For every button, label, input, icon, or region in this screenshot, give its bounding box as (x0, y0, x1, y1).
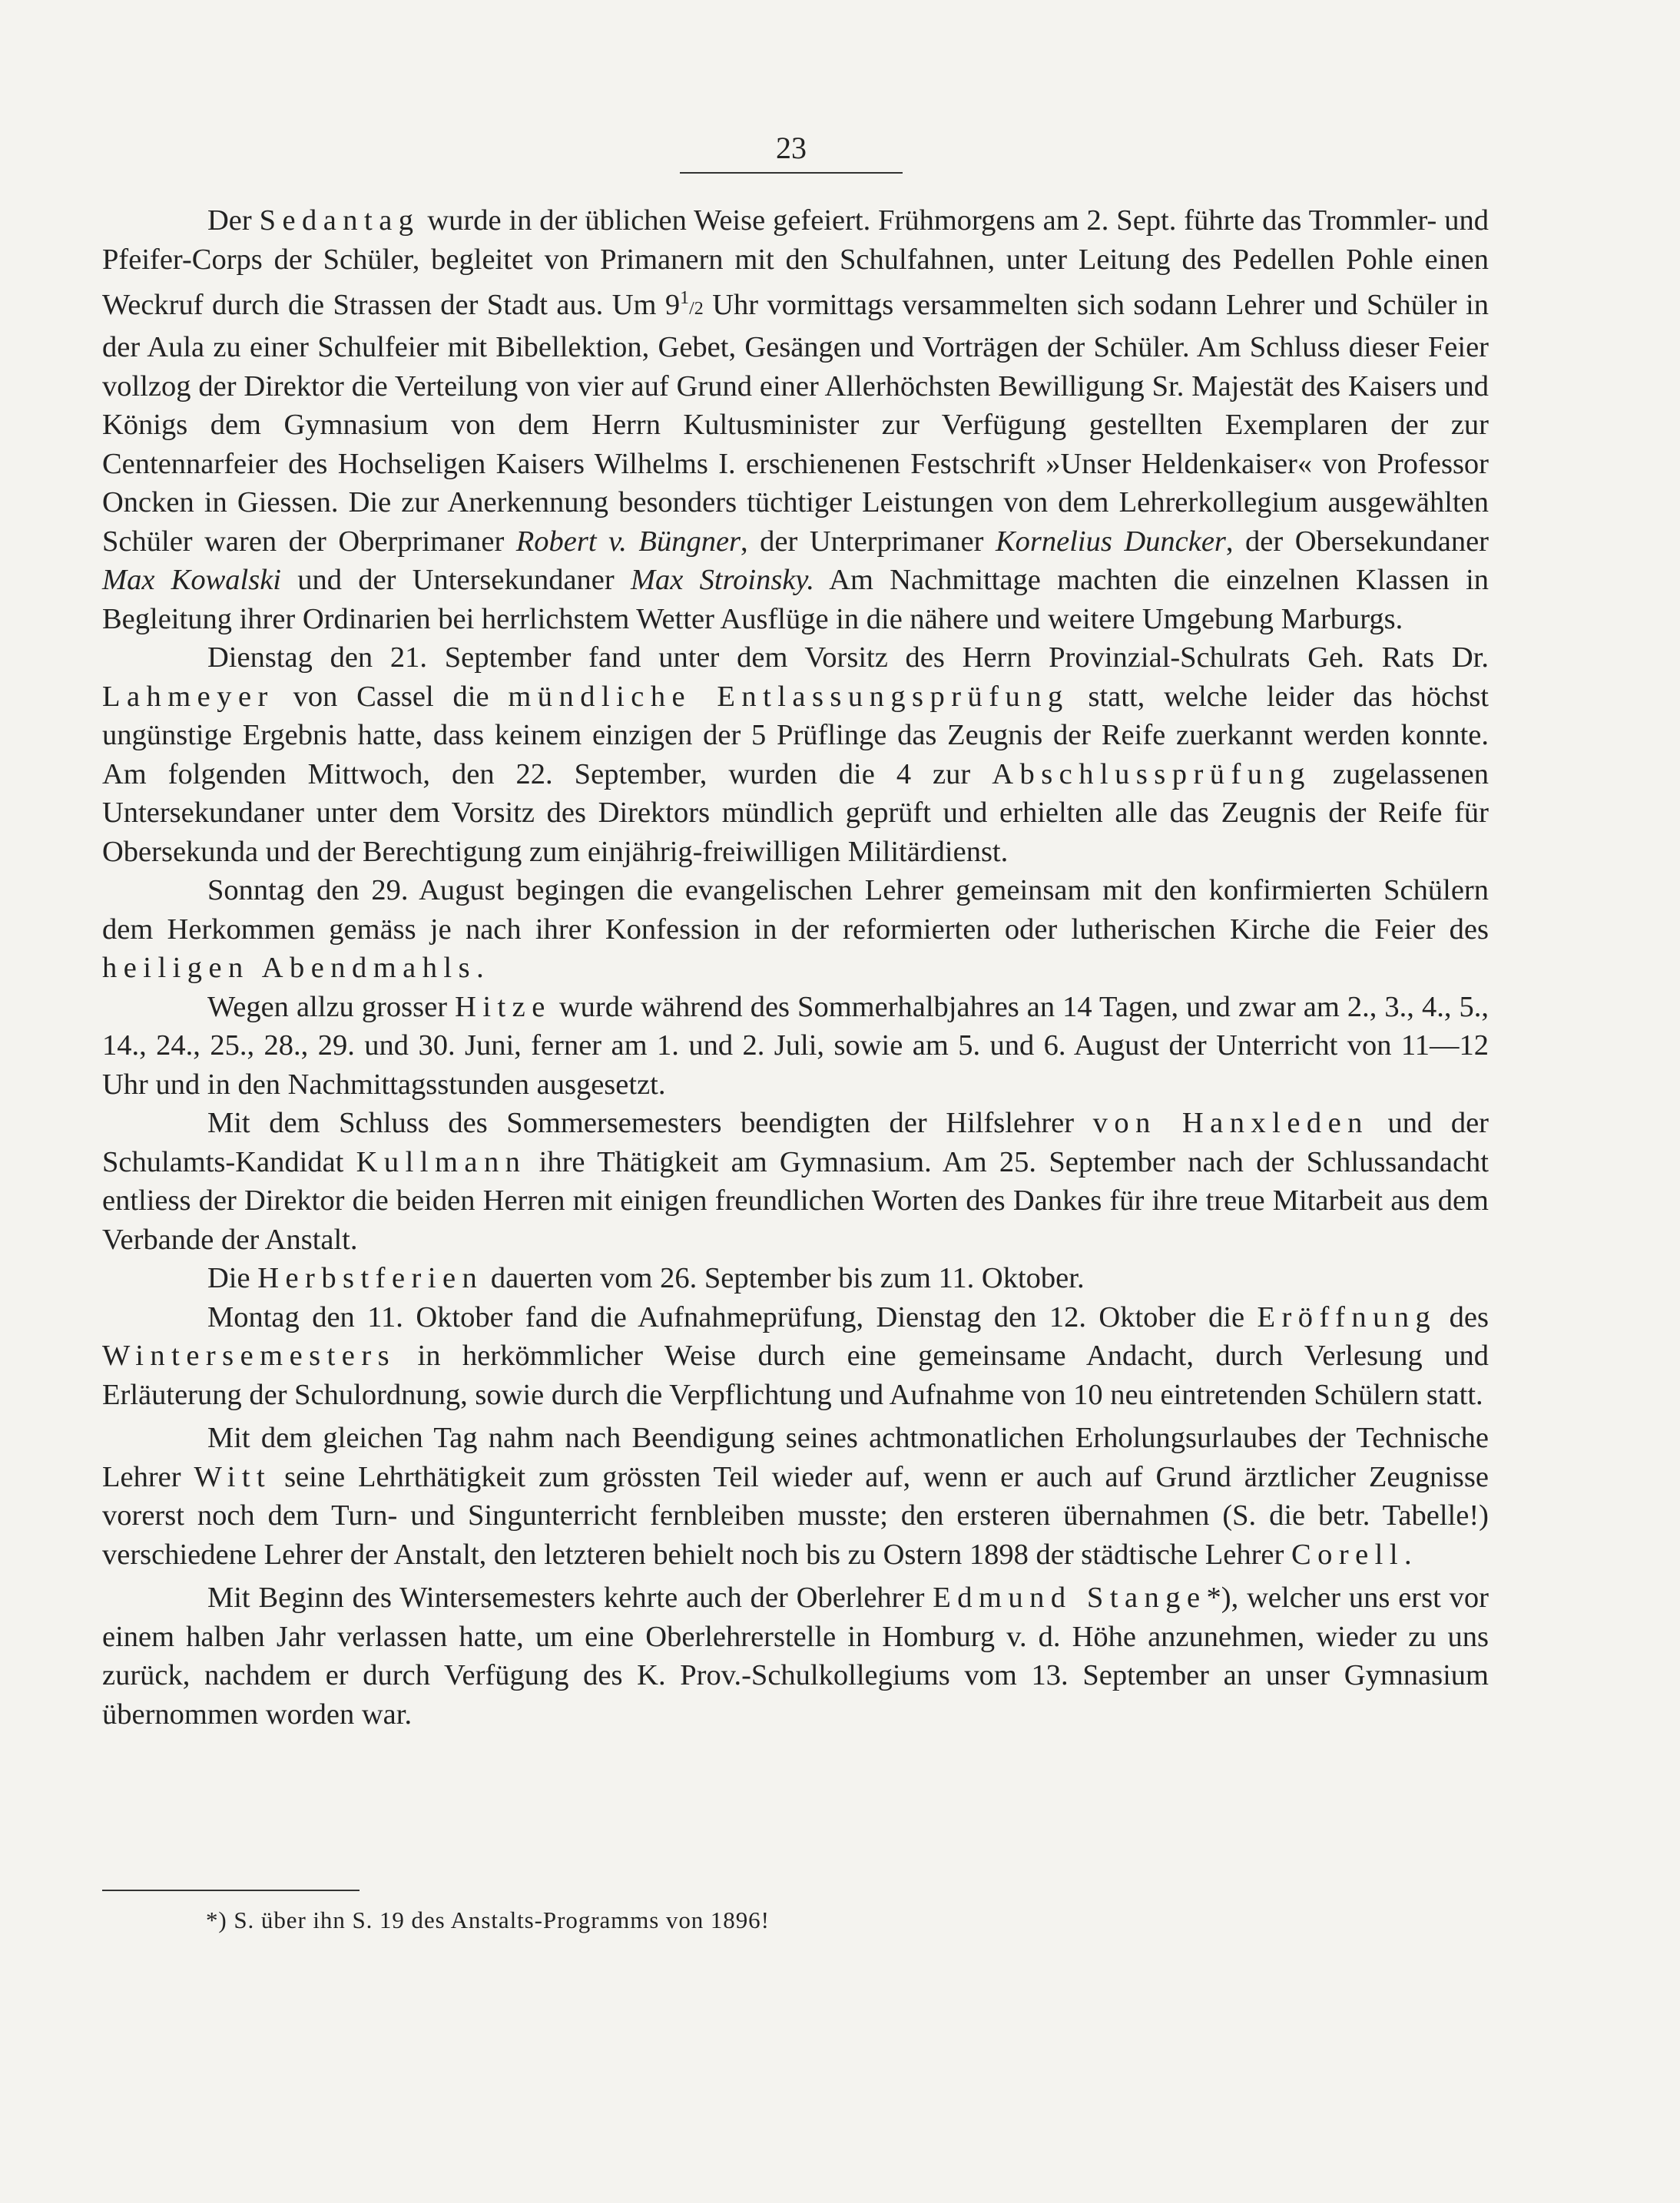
paragraph-sedantag (102, 201, 1489, 638)
body-text (102, 201, 1489, 1734)
footnote-rule (102, 1890, 360, 1891)
text-run: Montag den 11. Oktober fand die Aufnahmeprüfung, Dienstag den 12. Oktober die (207, 1300, 1258, 1333)
text-run: Der (207, 204, 260, 237)
text-run: und der Schulamts-Kandidat (102, 1107, 1489, 1178)
text-run: ihre Thätigkeit am Gymnasium. Am 25. September nach der Schlussandacht entliess der Direktor die beiden Herren mit einigen freundlichen Worten des Dankes für ihre treue Mitarbeit aus dem Verbande der Anstalt. (102, 1145, 1489, 1256)
spaced-term: mündliche Entlassungsprüfung (508, 680, 1069, 713)
spaced-term: von Hanxleden (1092, 1107, 1369, 1140)
spaced-term: Hitze (455, 990, 552, 1023)
text-run: Am Nachmittage machten die einzelnen Klassen in Begleitung ihrer Ordinarien bei herrlichstem Wetter Ausflüge in die nähere und weitere Umgebung Marburgs. (102, 564, 1489, 635)
paragraph-entlassungspruefung (102, 638, 1489, 871)
text-run: Wegen allzu grosser (207, 990, 456, 1023)
spaced-term: Abschlussprüfung (992, 757, 1311, 790)
spaced-term: Edmund Stange (933, 1582, 1207, 1615)
spaced-term: Sedantag (259, 204, 420, 237)
text-run: in herkömmlicher Weise durch eine gemeinsame Andacht, durch Verlesung und Erläuterung der Schulordnung, sowie durch die Verpflichtung und Aufnahme von 10 neu eintretenden Schülern statt. (102, 1340, 1489, 1411)
page-number-rule (680, 172, 903, 174)
spaced-term: Kullmann (356, 1145, 527, 1178)
spaced-term: heiligen Abendmahls (102, 952, 477, 985)
text-run: *), welcher uns erst vor einem halben Jahr verlassen hatte, um eine Oberlehrerstelle in Homburg v. d. Höhe anzunehmen, wieder zu uns zurück, nachdem er durch Verfügung des K. Prov.-Schulkollegiums vom 13. September an unser Gymnasium übernommen worden war. (102, 1582, 1489, 1731)
paragraph-herbstferien (102, 1259, 1489, 1298)
page-number: 23 (776, 131, 807, 165)
footnote: *) S. über ihn S. 19 des Anstalts-Programms von 1896! (206, 1907, 770, 1933)
text-run: . (476, 952, 484, 985)
text-run: seine Lehrthätigkeit zum grössten Teil wieder auf, wenn er auch auf Grund ärztlicher Zeugnisse vorerst noch dem Turn- und Singunterricht fernbleiben musste; den ersteren übernahmen (S. die betr. Tabelle!) verschiedene Lehrer der Anstalt, den letzteren behielt noch bis zu Ostern 1898 der städtische Lehrer (102, 1460, 1489, 1571)
spaced-term: Wintersemesters (102, 1340, 396, 1373)
student-name: Robert v. Büngner (515, 525, 741, 558)
text-run: Uhr vormittags versammelten sich sodann Lehrer und Schüler in der Aula zu einer Schulfeier mit Bibellektion, Gebet, Gesängen und Vorträgen der Schüler. Am Schluss dieser Feier vollzog der Direktor die Verteilung von vier auf Grund einer Allerhöchsten Bewilligung Sr. Majestät des Kaisers und Königs dem Gymnasium von dem Herrn Kultusminister zur Verfügung gestellten Exemplaren der zur Centennarfeier des Hochseligen Kaisers Wilhelms I. erschienenen Festschrift »Unser Heldenkaiser« von Professor Oncken in Giessen. Die zur Anerkennung besonders tüchtiger Leistungen von dem Lehrerkollegium ausgewählten Schüler waren der Oberprimaner (102, 288, 1489, 558)
spaced-term: Eröffnung (1257, 1300, 1437, 1333)
text-run: des (1436, 1300, 1489, 1333)
text-run: Die (207, 1262, 258, 1295)
paragraph-witt (102, 1419, 1489, 1574)
text-run: wurde in der üblichen Weise gefeiert. Frühmorgens am 2. Sept. führte das Trommler- und Pfeifer-Corps der Schüler, begleitet von Primanern mit den Schulfahnen, unter Leitung des Pedellen Pohle einen Weckruf durch die Strassen der Stadt aus. Um 9 (102, 204, 1489, 321)
text-run: , der Obersekundaner (1225, 525, 1489, 558)
paragraph-wintersemester (102, 1298, 1489, 1415)
text-run: Mit dem gleichen Tag nahm nach Beendigung seines achtmonatlichen Erholungsurlaubes der Technische Lehrer (102, 1422, 1489, 1493)
paragraph-stange (102, 1579, 1489, 1734)
text-run: und der Untersekundaner (281, 564, 631, 597)
spaced-term: Corell (1291, 1538, 1405, 1571)
spaced-term: Herbstferien (257, 1262, 484, 1295)
spaced-term: Witt (194, 1460, 272, 1493)
student-name: Kornelius Duncker (995, 525, 1226, 558)
text-run: , der Unterprimaner (741, 525, 996, 558)
text-run: . (1404, 1538, 1412, 1571)
text-run: von Cassel die (273, 680, 509, 713)
paragraph-sommersemester (102, 1104, 1489, 1259)
text-run: Mit Beginn des Wintersemesters kehrte auch der Oberlehrer (207, 1582, 933, 1615)
fraction-numerator: 1 (680, 288, 690, 308)
text-run: Mit dem Schluss des Sommersemesters beendigten der Hilfslehrer (207, 1107, 1093, 1140)
paragraph-abendmahl (102, 871, 1489, 988)
fraction-denominator: /2 (689, 298, 704, 319)
student-name: Max Stroinsky. (630, 564, 815, 597)
text-run: wurde während des Sommerhalbjahres an 14 Tagen, und zwar am 2., 3., 4., 5., 14., 24., 25., 28., 29. und 30. Juni, ferner am 1. und 2. Juli, sowie am 5. und 6. August der Unterricht von 11—12 Uhr und in den Nachmittagsstunden ausgesetzt. (102, 990, 1489, 1101)
text-run: zugelassenen Untersekundaner unter dem Vorsitz des Direktors mündlich geprüft und erhielten alle das Zeugnis der Reife für Obersekunda und der Berechtigung zum einjährig-freiwilligen Militärdienst. (102, 757, 1489, 868)
text-run: Dienstag den 21. September fand unter dem Vorsitz des Herrn Provinzial-Schulrats Geh. Rats Dr. (207, 641, 1489, 674)
text-run: Sonntag den 29. August begingen die evangelischen Lehrer gemeinsam mit den konfirmierten Schülern dem Herkommen gemäss je nach ihrer Konfession in der reformierten oder lutherischen Kirche die Feier des (102, 874, 1489, 946)
paragraph-hitze (102, 988, 1489, 1105)
text-run: statt, welche leider das höchst ungünstige Ergebnis hatte, dass keinem einzigen der 5 Prüflinge das Zeugnis der Reife zuerkannt werden konnte. Am folgenden Mittwoch, den 22. September, wurden die 4 zur (102, 680, 1489, 790)
spaced-term: Lahmeyer (102, 680, 274, 713)
student-name: Max Kowalski (102, 564, 282, 597)
text-run: dauerten vom 26. September bis zum 11. Oktober. (483, 1262, 1085, 1295)
